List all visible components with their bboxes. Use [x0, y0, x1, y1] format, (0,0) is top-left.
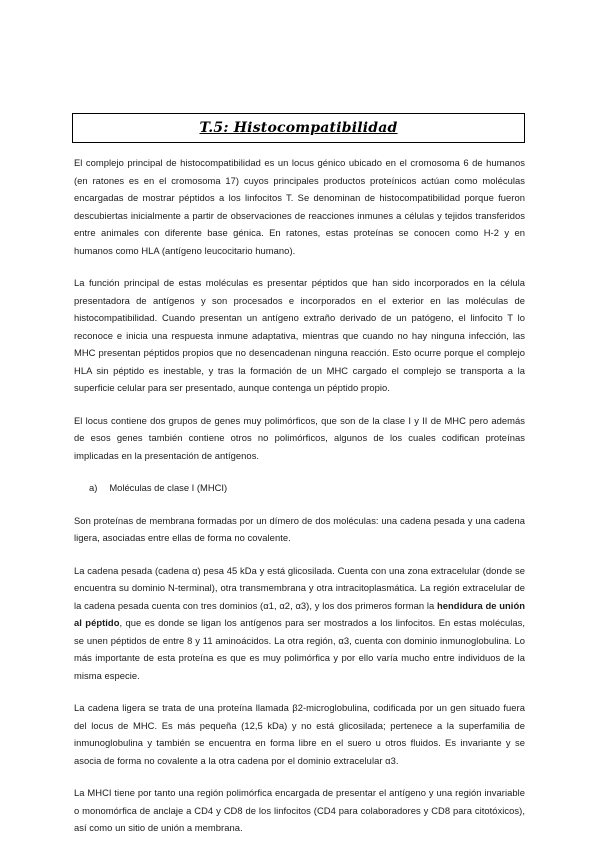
paragraph-light-chain: La cadena ligera se trata de una proteína llamada β2-microglobulina, codificada por un gen situado fuera del locus de MHC. Es más pequeña (12,5 kDa) y no está glicosilada; pertenece a la superfamilia de inmunoglobulina y también se encuentra en forma libre en el suero u otros fluidos. Es invariante y se asocia de forma no covalente a la otra cadena por el dominio extracelular α3.: [74, 702, 525, 766]
paragraph-mhci-summary: La MHCI tiene por tanto una región polimórfica encargada de presentar el antígeno y una región invariable o monomórfica de anclaje a CD4 y CD8 de los linfocitos (CD4 para colaboradores y CD8 para citotóxicos), así como un sitio de unión a membrana.: [74, 787, 525, 833]
heavy-chain-text-b: , que es donde se ligan los antígenos para ser mostrados a los linfocitos. En estas moléculas, se unen péptidos de entre 8 y 11 aminoácidos. La otra región, α3, cuenta con dominio inmunoglobulina. Lo más importante de esta proteína es que es muy polimórfica y por ello varía mucho entre individuos de la misma especie.: [74, 617, 525, 681]
page-title: T.5: Histocompatibilidad: [199, 120, 398, 136]
list-marker: a): [89, 482, 98, 493]
list-item-mhci: [89, 479, 525, 497]
document-body: [74, 154, 525, 852]
heavy-chain-bold-term: hendidura de unión al péptido: [74, 599, 526, 628]
paragraph-locus: El locus contiene dos grupos de genes muy polimórficos, que son de la clase I y II de MHC pero además de esos genes también contiene otros no polimórficos, algunos de los cuales codifican proteínas implicadas en la presentación de antígenos.: [74, 414, 525, 461]
paragraph-intro: El complejo principal de histocompatibilidad es un locus génico ubicado en el cromosoma 6 de humanos (en ratones es en el cromosoma 17) cuyos principales productos proteínicos actúan como moléculas encargadas de mostrar péptidos a los linfocitos T. Se denominan de histocompatibilidad porque fueron descubiertas inicialmente a partir de observaciones de reacciones inmunes a células y tejidos transferidos entre animales con diferente base génica. En ratones, estas proteínas se conocen como H-2 y en humanos como HLA (antígeno leucocitario humano).: [74, 157, 525, 256]
list-label: Moléculas de clase I (MHCI): [109, 482, 228, 493]
heavy-chain-text-a: La cadena pesada (cadena α) pesa 45 kDa y está glicosilada. Cuenta con una zona extracelular (donde se encuentra su dominio N-terminal), otra transmembrana y otra intracitoplasmática. La región extracelular de la cadena pesada cuenta con tres dominios (α1, α2, α3), y los dos primeros forman la: [74, 564, 525, 611]
title-box: [72, 113, 525, 143]
paragraph-heavy-chain: [74, 562, 525, 685]
paragraph-function: La función principal de estas moléculas es presentar péptidos que han sido incorporados en la célula presentadora de antígenos y son procesados e incorporados en el exterior en las moléculas de histocompatibilidad. Cuando presentan un antígeno extraño derivado de un patógeno, el linfocito T lo reconoce e inicia una respuesta inmune adaptativa, mientras que cuando no hay ninguna infección, las MHC presentan péptidos propios que no desencadenan ninguna reacción. Esto ocurre porque el complejo HLA sin péptido es inestable, y tras la formación de un MHC cargado el complejo se transporta a la superficie celular para ser presentado, aunque contenga un péptido propio.: [74, 277, 525, 393]
paragraph-mhci-structure: Son proteínas de membrana formadas por un dímero de dos moléculas: una cadena pesada y una cadena ligera, asociadas entre ellas de forma no covalente.: [74, 514, 525, 543]
